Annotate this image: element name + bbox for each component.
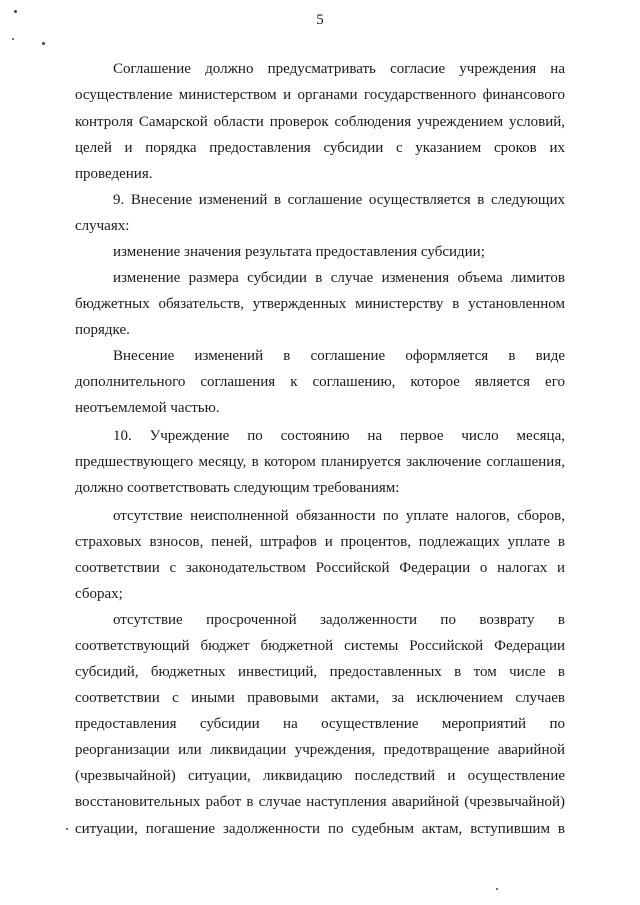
text-line: Внесение изменений в соглашение оформляется в виде bbox=[113, 348, 565, 364]
scan-speck bbox=[12, 38, 14, 40]
text-line: соответствии с иными правовыми актами, за исключением случаев bbox=[75, 690, 565, 706]
page-number: 5 bbox=[316, 12, 324, 28]
text-line: изменение значения результата предоставления субсидии; bbox=[113, 244, 485, 260]
scan-speck bbox=[42, 42, 45, 45]
text-line: ситуации, погашение задолженности по судебным актам, вступившим в bbox=[75, 821, 565, 837]
text-line: бюджетных обязательств, утвержденных министерству в установленном bbox=[75, 296, 565, 312]
text-line: предоставления субсидии на осуществление мероприятий по bbox=[75, 716, 565, 732]
text-line: 10. Учреждение по состоянию на первое число месяца, bbox=[113, 428, 565, 444]
text-line: предшествующего месяцу, в котором планируется заключение соглашения, bbox=[75, 454, 565, 470]
text-line: сборах; bbox=[75, 586, 123, 602]
text-line: отсутствие просроченной задолженности по возврату в bbox=[113, 612, 565, 628]
text-line: осуществление министерством и органами государственного финансового bbox=[75, 87, 565, 103]
text-line: (чрезвычайной) ситуации, ликвидацию последствий и осуществление bbox=[75, 768, 565, 784]
text-line: соответствии с законодательством Российской Федерации о налогах и bbox=[75, 560, 565, 576]
text-line: проведения. bbox=[75, 166, 153, 182]
text-line: реорганизации или ликвидации учреждения, предотвращение аварийной bbox=[75, 742, 565, 758]
text-line: контроля Самарской области проверок соблюдения учреждением условий, bbox=[75, 114, 565, 130]
text-line: страховых взносов, пеней, штрафов и процентов, подлежащих уплате в bbox=[75, 534, 565, 550]
text-line: отсутствие неисполненной обязанности по уплате налогов, сборов, bbox=[113, 508, 565, 524]
text-line: должно соответствовать следующим требованиям: bbox=[75, 480, 400, 496]
text-line: 9. Внесение изменений в соглашение осуществляется в следующих bbox=[113, 192, 565, 208]
text-line: соответствующий бюджет бюджетной системы Российской Федерации bbox=[75, 638, 565, 654]
text-line: порядке. bbox=[75, 322, 130, 338]
scan-speck bbox=[496, 888, 498, 890]
text-line: неотъемлемой частью. bbox=[75, 400, 220, 416]
text-line: дополнительного соглашения к соглашению, которое является его bbox=[75, 374, 565, 390]
scan-speck bbox=[14, 10, 17, 13]
text-line: субсидий, бюджетных инвестиций, предоставленных в том числе в bbox=[75, 664, 565, 680]
text-line: целей и порядка предоставления субсидии с указанием сроков их bbox=[75, 140, 565, 156]
text-line: изменение размера субсидии в случае изменения объема лимитов bbox=[113, 270, 565, 286]
text-line: случаях: bbox=[75, 218, 130, 234]
text-line: восстановительных работ в случае наступления аварийной (чрезвычайной) bbox=[75, 794, 565, 810]
text-line: Соглашение должно предусматривать согласие учреждения на bbox=[113, 61, 565, 77]
scan-speck bbox=[66, 828, 68, 830]
